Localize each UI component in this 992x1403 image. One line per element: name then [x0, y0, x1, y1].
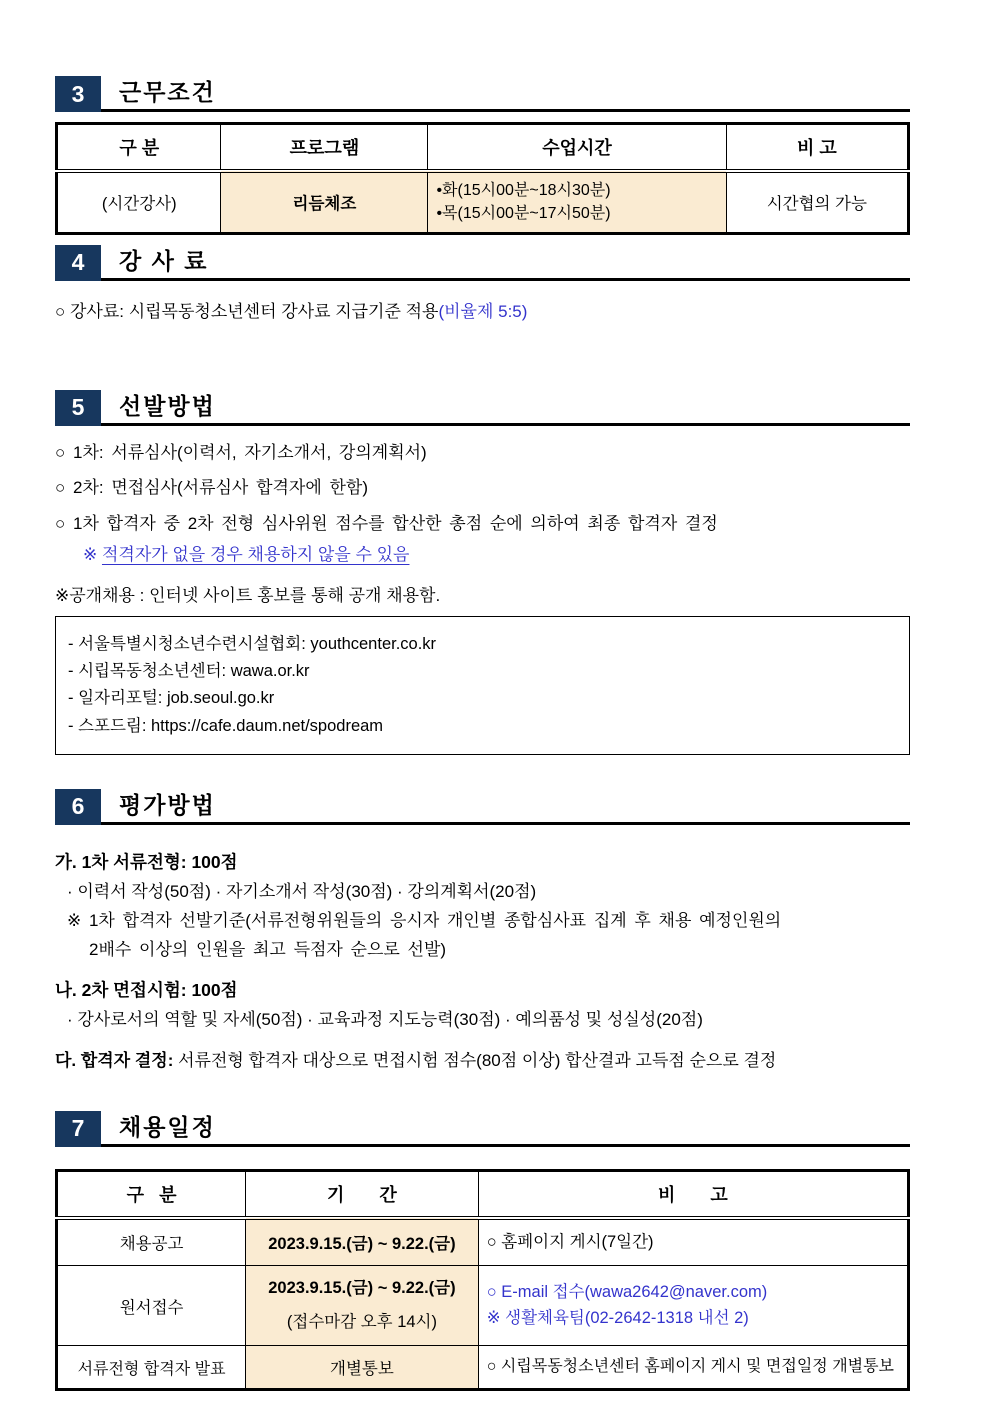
site-link-wawa: - 시립목동청소년센터: wawa.or.kr [68, 662, 310, 681]
section-title: 선발방법 [101, 393, 910, 426]
schedule-header-category: 구 분 [57, 1170, 246, 1218]
note-line-phone: ※ 생활체육팀(02-2642-1318 내선 2) [486, 1308, 749, 1327]
section-header-evaluation [55, 789, 910, 825]
site-link-jobseoul: - 일자리포털: job.seoul.go.kr [68, 689, 275, 708]
section-header-fee [55, 245, 910, 281]
eval-final-decision [55, 1046, 910, 1071]
schedule-note [478, 1266, 908, 1346]
eval-stage2-title: 나. 2차 면접시험: 100점 [55, 980, 238, 1001]
section-header-schedule [55, 1111, 910, 1147]
work-cell-category: (시간강사) [57, 171, 221, 233]
schedule-header-row [57, 1170, 909, 1218]
schedule-row-application [57, 1266, 909, 1346]
site-link-spodream: - 스포드림: https://cafe.daum.net/spodream [68, 716, 384, 735]
section-header-selection [55, 390, 910, 426]
schedule-period [246, 1266, 479, 1346]
section-title: 평가방법 [101, 792, 910, 825]
schedule-category: 원서접수 [57, 1266, 246, 1346]
recruitment-sites-box [55, 616, 910, 755]
final-decision-label: 다. 합격자 결정: [55, 1050, 174, 1070]
site-link-youthcenter: - 서울특별시청소년수련시설협회: youthcenter.co.kr [68, 635, 437, 653]
note-line-email: ○ E-mail 접수(wawa2642@naver.com) [486, 1283, 768, 1302]
schedule-note: ○ 시립목동청소년센터 홈페이지 게시 및 면접일정 개별통보 [478, 1346, 908, 1390]
work-header-category: 구 분 [57, 124, 221, 172]
schedule-row-result [57, 1346, 909, 1390]
section-title: 강 사 료 [101, 248, 910, 281]
fee-ratio-highlight: (비율제 5:5) [438, 301, 528, 321]
section-number-badge: 6 [55, 789, 101, 825]
eval-stage2-detail: · 강사로서의 역할 및 자세(50점) · 교육과정 지도능력(30점) · 예의품성 및 성실성(20점) [67, 1010, 703, 1030]
selection-item-3: ○ 1차 합격자 중 2차 전형 심사위원 점수를 합산한 총점 순에 의하여 최종 합격자 결정 [55, 513, 718, 533]
fee-text: ○ 강사료: 시립목동청소년센터 강사료 지급기준 적용 [55, 301, 439, 321]
class-time-line: •목(15시00분~17시50분) [436, 205, 611, 223]
warning-prefix: ※ [83, 545, 102, 564]
eval-stage1-title: 가. 1차 서류전형: 100점 [55, 851, 238, 872]
work-table-row [57, 171, 909, 233]
schedule-category: 채용공고 [57, 1218, 246, 1266]
work-cell-note: 시간협의 가능 [726, 171, 908, 233]
work-cell-program: 리듬체조 [221, 171, 428, 233]
section-number-badge: 3 [55, 76, 101, 112]
section-title: 근무조건 [101, 79, 910, 112]
selection-item-2: ○ 2차: 면접심사(서류심사 합격자에 한함) [55, 478, 368, 497]
schedule-note: ○ 홈페이지 게시(7일간) [478, 1218, 908, 1266]
schedule-table [55, 1169, 910, 1392]
work-header-time: 수업시간 [428, 124, 726, 172]
work-cell-time [428, 171, 726, 233]
schedule-period: 2023.9.15.(금) ~ 9.22.(금) [246, 1218, 479, 1266]
section-number-badge: 7 [55, 1111, 101, 1147]
section-header-work-conditions [55, 76, 910, 112]
warning-text: 적격자가 없을 경우 채용하지 않을 수 있음 [101, 545, 410, 564]
work-conditions-table [55, 122, 910, 235]
period-line: (접수마감 오후 14시) [286, 1312, 437, 1331]
class-time-line: •화(15시00분~18시30분) [436, 182, 611, 200]
work-header-note: 비 고 [726, 124, 908, 172]
final-decision-text: 서류전형 합격자 대상으로 면접시험 점수(80점 이상) 합산결과 고득점 순으로 결정 [173, 1050, 777, 1070]
no-hire-warning [83, 540, 910, 565]
section-number-badge: 4 [55, 245, 101, 281]
fee-description [55, 297, 910, 322]
work-header-program: 프로그램 [221, 124, 428, 172]
schedule-period: 개별통보 [246, 1346, 479, 1390]
section-number-badge: 5 [55, 390, 101, 426]
schedule-header-note: 비 고 [478, 1170, 908, 1218]
work-table-header-row [57, 124, 909, 172]
period-line: 2023.9.15.(금) ~ 9.22.(금) [268, 1279, 456, 1298]
schedule-header-period: 기 간 [246, 1170, 479, 1218]
open-recruitment-note: ※공개채용 : 인터넷 사이트 홍보를 통해 공개 채용함. [55, 586, 441, 605]
eval-stage1-detail: · 이력서 작성(50점) · 자기소개서 작성(30점) · 강의계획서(20점) [67, 881, 537, 901]
selection-item-1: ○ 1차: 서류심사(이력서, 자기소개서, 강의계획서) [55, 442, 427, 462]
eval-stage1-note-line1: ※ 1차 합격자 선발기준(서류전형위원들의 응시자 개인별 종합심사표 집계 후 채용 예정인원의 [67, 911, 782, 931]
schedule-category: 서류전형 합격자 발표 [57, 1346, 246, 1390]
schedule-row-announcement [57, 1218, 909, 1266]
section-title: 채용일정 [101, 1114, 910, 1147]
eval-stage1-note-line2: 2배수 이상의 인원을 최고 득점자 순으로 선발) [89, 940, 447, 960]
